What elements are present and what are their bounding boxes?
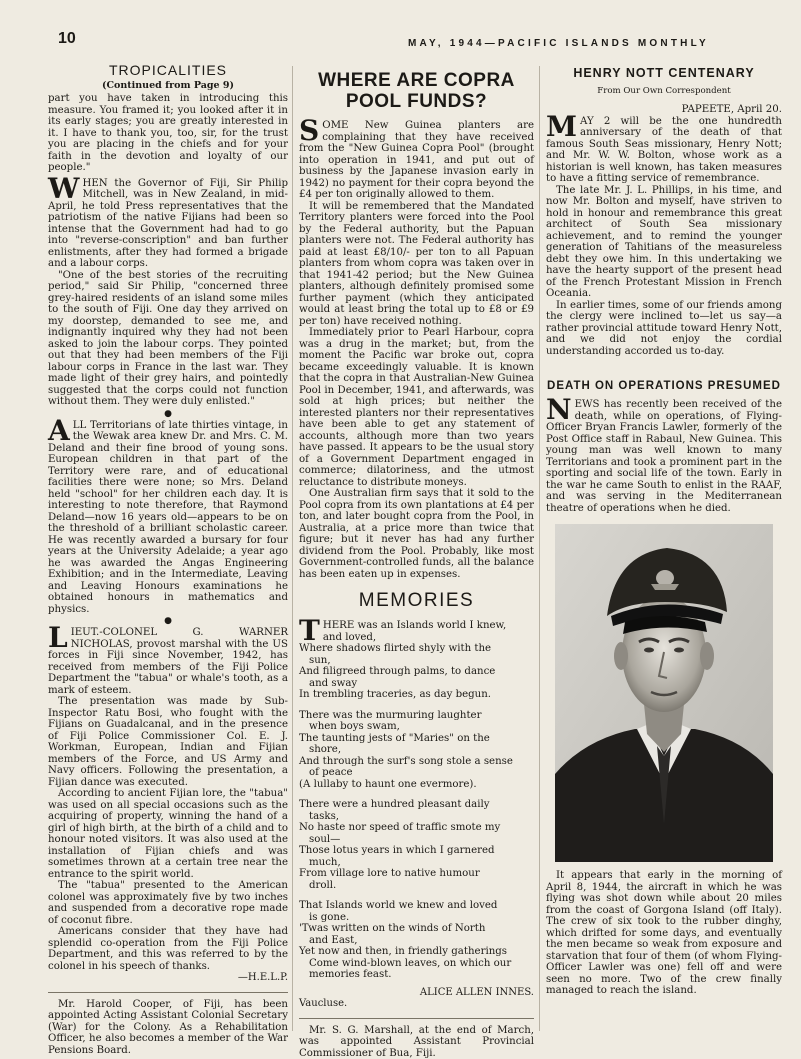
paragraph: The "tabua" presented to the American colonel was approximately five by two inches and suspended from a decorative rope made of coconut fibre.: [48, 880, 288, 926]
paragraph: LIEUT.-COLONEL G. WARNER NICHOLAS, provost marshal with the US forces in Fiji since November, 1942, has received from members of the Fiji Police Department the "tabua" or whale's tooth, as a mark of esteem.: [48, 627, 288, 696]
page-number: 10: [58, 30, 76, 48]
dateline: PAPEETE, April 20.: [546, 104, 782, 116]
paragraph: The presentation was made by Sub-Inspector Ratu Bosi, who fought with the Fijians on Guadalcanal, and in the presence of Fiji Police Commissioner Col. E. J. Workman, European, Indian and Fijian members of the Force, and US Army and Navy officers. Following the presentation, a Fijian dance was executed.: [48, 696, 288, 788]
column-rule: [292, 66, 293, 1031]
bullet-separator: ●: [48, 409, 288, 419]
paragraph: part you have taken in introducing this measure. You framed it; you looked after it in its early stages; you are greatly interested in it. I have to thank you, too, sir, for the trust you are placing in the chiefs and for your faith in the devotion and loyalty of our people.": [48, 93, 288, 174]
bullet-separator: ●: [48, 616, 288, 626]
paragraph: According to ancient Fijian lore, the "tabua" was used on all special occasions such as the acquiring of property, winning the hand of a girl of high birth, at the birth of a child and to honour noted visitors. It was also used at the installation of Fijian chiefs and was sometimes thrown at a certain tree near the entrance to the spirit world.: [48, 788, 288, 880]
column-copra-memories: [299, 60, 534, 1059]
column-tropicalities: [48, 60, 288, 1056]
poem-line: The taunting jests of "Maries" on the: [299, 733, 534, 745]
paragraph: The late Mr. J. L. Phillips, in his time, and now Mr. Bolton and myself, have striven to hold in honour and remembrance this great architect of South Sea missionary achievement, and to remind the younger generation of Tahitians of the measureless debt they owe him. In this undertaking we have the hearty support of the present head of the French Protestant Mission in French Oceania.: [546, 185, 782, 300]
poem: [299, 620, 534, 981]
poem-line: and loved,: [299, 632, 534, 644]
poem-line: of peace: [299, 767, 534, 779]
poem-line: sun,: [299, 655, 534, 667]
poem-line: And filigreed through palms, to dance: [299, 666, 534, 678]
paragraph: MAY 2 will be the one hundredth anniversary of the death of that famous South Seas missionary, Henry Nott; and Mr. W. W. Bolton, whose work as a historian is well known, has taken measures to have a fitting service of remembrance.: [546, 116, 782, 185]
poem-line: when boys swam,: [299, 721, 534, 733]
poem-line: And through the surf's song stole a sense: [299, 756, 534, 768]
column-nott-death: [546, 60, 782, 997]
poem-line: tasks,: [299, 811, 534, 823]
memories-title: MEMORIES: [299, 590, 534, 612]
poem-line: much,: [299, 857, 534, 869]
paragraph: Immediately prior to Pearl Harbour, copra was a drug in the market; but, from the moment the Pacific war broke out, copra became exceedingly valuable. It is known that the copra in that Australian-New Guinea Pool in December, 1941, and afterwards, was sold at high prices; but neither the interested planters nor their representatives have been able to get any statement of accounts, although more than two years have passed. It appears to be the usual story of a Government Department engaged in commerce; dilatoriness, and the utmost reluctance to distribute moneys.: [299, 327, 534, 488]
poem-line: Yet now and then, in friendly gatherings: [299, 946, 534, 958]
paragraph: Mr. S. G. Marshall, at the end of March, was appointed Assistant Provincial Commissioner of Bua, Fiji.: [299, 1025, 534, 1059]
poem-line: THERE was an Islands world I knew,: [299, 620, 534, 632]
poem-line: memories feast.: [299, 969, 534, 981]
poem-line: 'Twas written on the winds of North: [299, 923, 534, 935]
poem-line: That Islands world we knew and loved: [299, 900, 534, 912]
poem-line: There was the murmuring laughter: [299, 710, 534, 722]
paragraph: NEWS has recently been received of the death, while on operations, of Flying-Officer Bryan Francis Lawler, formerly of the Post Office staff in Rabaul, New Guinea. This young man was well known to many Territorians and took a prominent part in the sporting and social life of the town. Early in the war he came South to enlist in the RAAF, and was serving in the Mediterranean theatre of operations when he died.: [546, 399, 782, 514]
poem-place: Vaucluse.: [299, 998, 534, 1010]
poem-line: From village lore to native humour: [299, 868, 534, 880]
poem-line: and sway: [299, 678, 534, 690]
poem-line: There were a hundred pleasant daily: [299, 799, 534, 811]
paragraph: Mr. Harold Cooper, of Fiji, has been appointed Acting Assistant Colonial Secretary (War) for the Colony. As a Rehabilitation Officer, he also becomes a member of the War Pensions Board.: [48, 999, 288, 1057]
signature: —H.E.L.P.: [48, 972, 288, 984]
nott-title: HENRY NOTT CENTENARY: [546, 66, 782, 80]
portrait-photo: [555, 524, 773, 862]
continued-note: (Continued from Page 9): [48, 80, 288, 91]
poem-line: shore,: [299, 744, 534, 756]
paragraph: One Australian firm says that it sold to the Pool copra from its own plantations at £4 per ton, and later bought copra from the Pool, in Australia, at a price more than twice that figure; but it never has had any further dividend from the Pool. Probably, like most Government-controlled funds, all the balance has been eaten up in expenses.: [299, 488, 534, 580]
paragraph: It appears that early in the morning of April 8, 1944, the aircraft in which he was flying was shot down while about 20 miles from the coast of Gorgona Island (off Italy). The crew of six took to the rubber dinghy, which drifted for some days, and eventually the men became so weak from exposure and starvation that four of them (of whom Flying-Officer Lawler was one) fell off and were seen no more. Two of the crew finally managed to reach the island.: [546, 870, 782, 997]
divider: [48, 992, 288, 993]
byline: From Our Own Correspondent: [546, 86, 782, 96]
running-header: MAY, 1944—PACIFIC ISLANDS MONTHLY: [408, 38, 709, 49]
poem-line: is gone.: [299, 912, 534, 924]
paragraph: SOME New Guinea planters are complaining that they have received from the "New Guinea Copra Pool" (brought into operation in 1941, and put out of business by the Japanese invasion early in 1942) no payment for their copra beyond the £4 per ton originally allowed to them.: [299, 120, 534, 201]
paragraph: WHEN the Governor of Fiji, Sir Philip Mitchell, was in New Zealand, in mid-April, he told Press representatives that the patriotism of the native Fijians had been so intense that the Government had had to go into "reverse-conscription" and ban further enlistments, after they had formed a brigade and a labour corps.: [48, 178, 288, 270]
paragraph: In earlier times, some of our friends among the clergy were inclined to—let us say—a rather provincial attitude toward Henry Nott, and we did not enjoy the cordial understanding accorded us to-day.: [546, 300, 782, 358]
divider: [299, 1018, 534, 1019]
poem-line: (A lullaby to haunt one evermore).: [299, 779, 534, 791]
paragraph: It will be remembered that the Mandated Territory planters were forced into the Pool by the Federal authority, but the Papuan planters were not. The Federal authority has paid at least £8/10/- per ton to all Papuan planters from whom copra was taken over in that 1941-42 period; but the New Guinea planters, although definitely promised some further payment (which they anticipated would at least bring the total up to £8 or £9 per ton) have received nothing.: [299, 201, 534, 328]
poem-line: No haste nor speed of traffic smote my: [299, 822, 534, 834]
copra-title: WHERE ARE COPRA POOL FUNDS?: [299, 70, 534, 112]
poem-line: In trembling traceries, as day begun.: [299, 689, 534, 701]
column-rule: [539, 66, 540, 1031]
paragraph: Americans consider that they have had splendid co-operation from the Fiji Police Department, and this was referred to by the colonel in his speech of thanks.: [48, 926, 288, 972]
poem-line: soul—: [299, 834, 534, 846]
paragraph: "One of the best stories of the recruiting period," said Sir Philip, "concerned three grey-haired residents of an island some miles to the south of Fiji. One day they arrived on my doorstep, demanded to see me, and indignantly inquired why they had not been asked to join the labour corps. They pointed out that they had been members of the Fiji labour corps in France in the last war. They made light of their grey hairs, and pointedly suggested that the corps could not function without them. They were duly enlisted.": [48, 270, 288, 408]
death-title: DEATH ON OPERATIONS PRESUMED: [546, 379, 782, 393]
poem-line: Those lotus years in which I garnered: [299, 845, 534, 857]
tropicalities-title: TROPICALITIES: [48, 62, 288, 78]
poem-line: Where shadows flirted shyly with the: [299, 643, 534, 655]
poem-line: Come wind-blown leaves, on which our: [299, 958, 534, 970]
poem-line: droll.: [299, 880, 534, 892]
poem-author: ALICE ALLEN INNES.: [299, 987, 534, 999]
poem-line: and East,: [299, 935, 534, 947]
paragraph: ALL Territorians of late thirties vintage, in the Wewak area knew Dr. and Mrs. C. M. Deland and their fine brood of young sons. European children in that part of the Territory were rare, and of educational facilities there were none; so Mrs. Deland held "school" for her children each day. It is interesting to note therefore, that Raymond Deland—now 16 years old—appears to be on the threshold of a brilliant scholastic career. He was recently awarded a bursary for four years at the University Adelaide; a year ago he was awarded the Angas Engineering Exhibition; and in the Intermediate, Leaving and Leaving Honours examinations he obtained honours in mathematics and physics.: [48, 420, 288, 616]
